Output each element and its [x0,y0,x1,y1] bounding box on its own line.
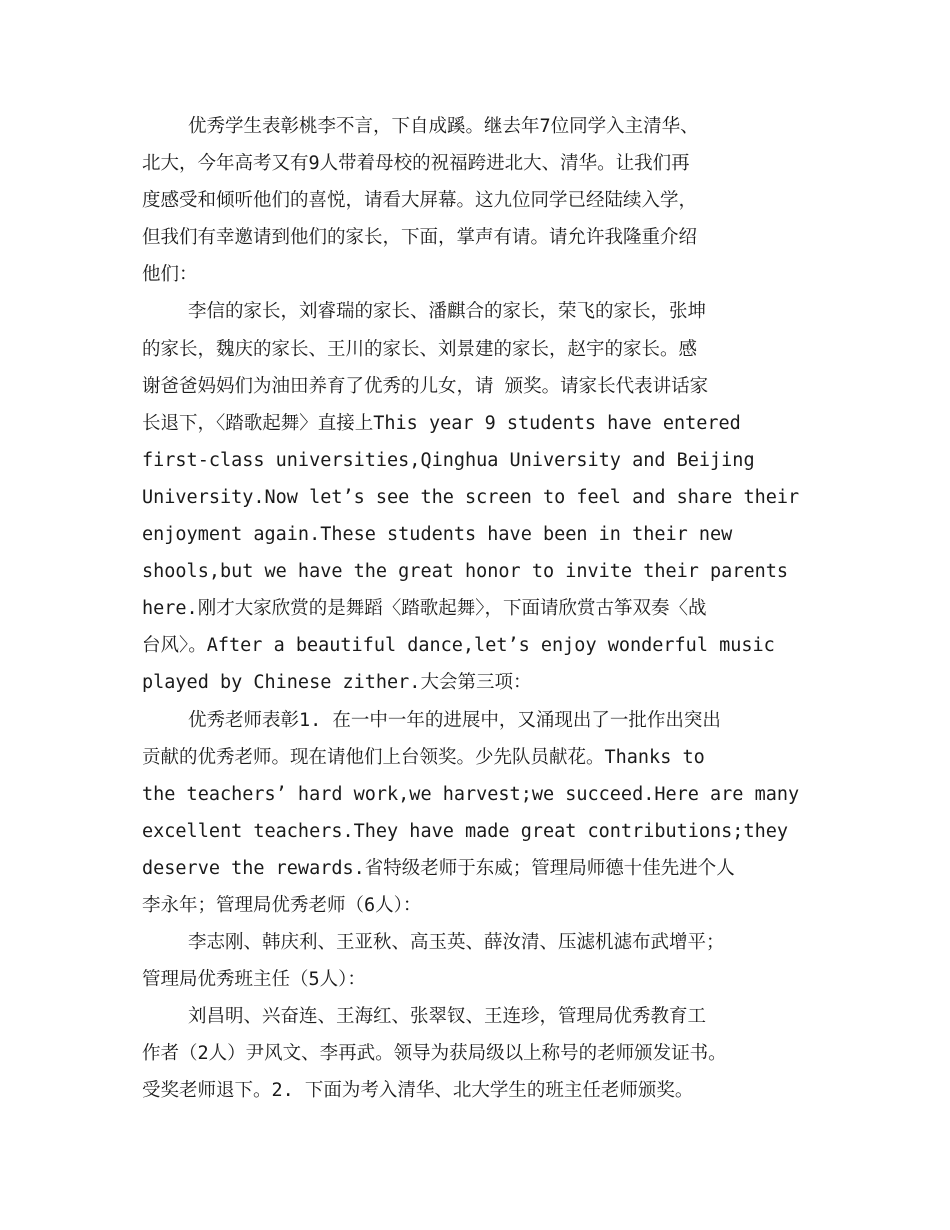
text-line: 李信的家长，刘睿瑞的家长、潘麒合的家长，荣飞的家长，张坤 [188,301,707,323]
text-line: 优秀老师表彰1. 在一中一年的进展中，又涌现出了一批作出突出 [188,709,721,731]
text-line: 李志刚、韩庆利、王亚秋、高玉英、薛汝清、压滤机滤布武增平； [188,932,725,954]
text-line: 台风〉。After a beautiful dance,let’s enjoy wonderful music [142,635,775,657]
text-line: deserve the rewards.省特级老师于东威；管理局师德十佳先进个人 [142,857,735,879]
text-line: first-class universities,Qinghua University and Beijing [142,449,755,471]
text-line: 李永年；管理局优秀老师（6人）： [142,894,422,916]
document-body [142,108,832,1110]
text-line: 优秀学生表彰桃李不言，下自成蹊。继去年7位同学入主清华、 [188,116,699,137]
text-line: 长退下，〈踏歌起舞〉直接上This year 9 students have entered [142,412,741,434]
text-line: here.刚才大家欣赏的是舞蹈〈踏歌起舞〉，下面请欣赏古筝双奏〈战 [142,598,707,620]
text-line: 贡献的优秀老师。现在请他们上台领奖。少先队员献花。Thanks to [142,746,705,768]
text-line: 北大，今年高考又有9人带着母校的祝福跨进北大、清华。让我们再 [142,153,690,175]
text-line: 作者（2人）尹风文、李再武。领导为获局级以上称号的老师颁发证书。 [142,1043,727,1065]
text-line: 刘昌明、兴奋连、王海红、张翠钗、王连珍，管理局优秀教育工 [188,1006,707,1028]
text-line: 但我们有幸邀请到他们的家长，下面，掌声有请。请允许我隆重介绍 [142,227,698,249]
text-line: excellent teachers.They have made great contributions;they [142,820,789,842]
text-line: 谢爸爸妈妈们为油田养育了优秀的儿女，请 颁奖。请家长代表讲话家 [142,375,709,397]
text-line: shools,but we have the great honor to invite their parents [142,561,789,583]
text-line: 的家长，魏庆的家长、王川的家长、刘景建的家长，赵宇的家长。感 [142,338,698,360]
text-line: enjoyment again.These students have been in their new [142,524,733,546]
text-line: played by Chinese zither.大会第三项： [142,672,532,694]
text-line: 受奖老师退下。2. 下面为考入清华、北大学生的班主任老师颁奖。 [142,1080,694,1102]
text-line: the teachers’ hard work,we harvest;we succeed.Here are many [142,783,800,805]
text-line: 度感受和倾听他们的喜悦，请看大屏幕。这九位同学已经陆续入学， [142,190,698,212]
text-line: University.Now let’s see the screen to feel and share their [142,486,800,508]
text-line: 管理局优秀班主任（5人）： [142,969,366,991]
text-line: 他们： [142,264,198,286]
